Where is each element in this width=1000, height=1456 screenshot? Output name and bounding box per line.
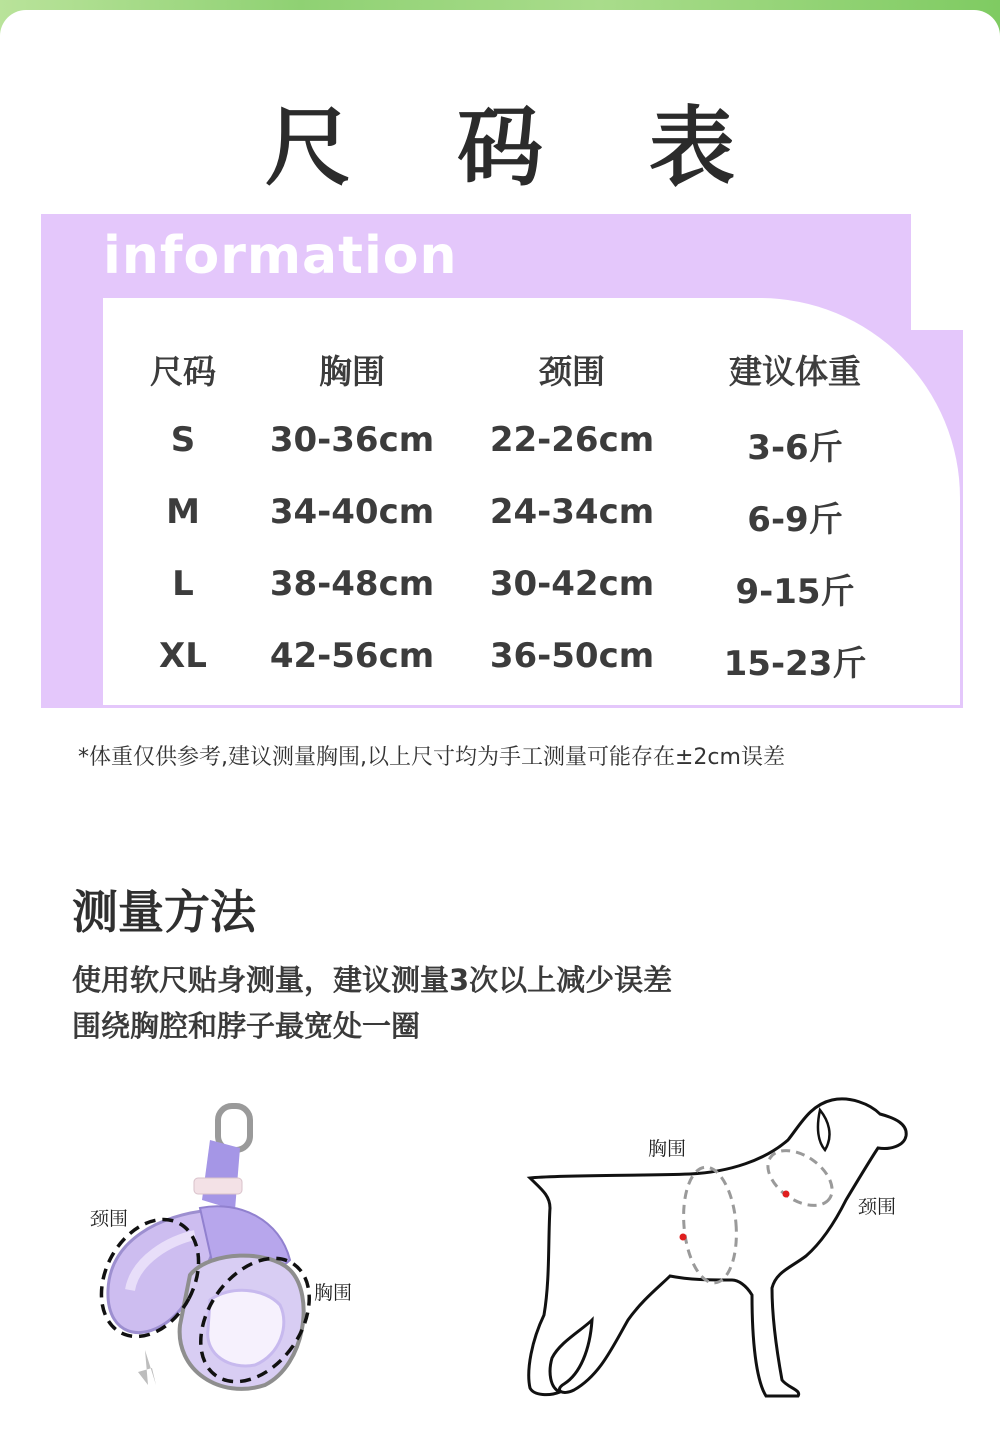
- table-cell: 38-48cm: [269, 564, 435, 604]
- header-neck: 颈围: [539, 352, 605, 391]
- table-cell: 30-42cm: [489, 564, 655, 604]
- table-cell: 42-56cm: [269, 636, 435, 676]
- table-cell: L: [172, 564, 194, 604]
- harness-neck-label: 颈围: [90, 1208, 129, 1230]
- header-weight: 建议体重: [729, 352, 861, 391]
- table-cell: 9-15斤: [735, 572, 855, 612]
- dog-outline-illustration: [520, 1090, 920, 1400]
- dog-neck-label: 颈围: [858, 1196, 897, 1218]
- header-chest: 胸围: [319, 352, 385, 391]
- harness-illustration: [90, 1100, 390, 1400]
- dog-chest-label: 胸围: [648, 1138, 687, 1160]
- header-size: 尺码: [150, 352, 216, 391]
- information-label: information: [103, 226, 458, 286]
- page-title: 尺 码 表: [265, 98, 773, 198]
- table-cell: 34-40cm: [269, 492, 435, 532]
- table-cell: S: [170, 420, 196, 460]
- harness-chest-label: 胸围: [314, 1282, 353, 1304]
- table-cell: 36-50cm: [489, 636, 655, 676]
- measurement-note: *体重仅供参考,建议测量胸围,以上尺寸均为手工测量可能存在±2cm误差: [78, 745, 785, 770]
- table-cell: M: [166, 492, 200, 532]
- table-cell: 6-9斤: [747, 500, 843, 540]
- table-cell: 15-23斤: [723, 644, 867, 684]
- measure-instruction-1: 使用软尺贴身测量，建议测量3次以上减少误差: [72, 963, 673, 997]
- measure-method-title: 测量方法: [72, 885, 256, 939]
- table-cell: 3-6斤: [747, 428, 843, 468]
- table-cell: XL: [159, 636, 207, 676]
- table-cell: 22-26cm: [489, 420, 655, 460]
- table-cell: 30-36cm: [269, 420, 435, 460]
- measure-instruction-2: 围绕胸腔和脖子最宽处一圈: [72, 1009, 421, 1043]
- top-card-edge: [0, 10, 1000, 70]
- table-cell: 24-34cm: [489, 492, 655, 532]
